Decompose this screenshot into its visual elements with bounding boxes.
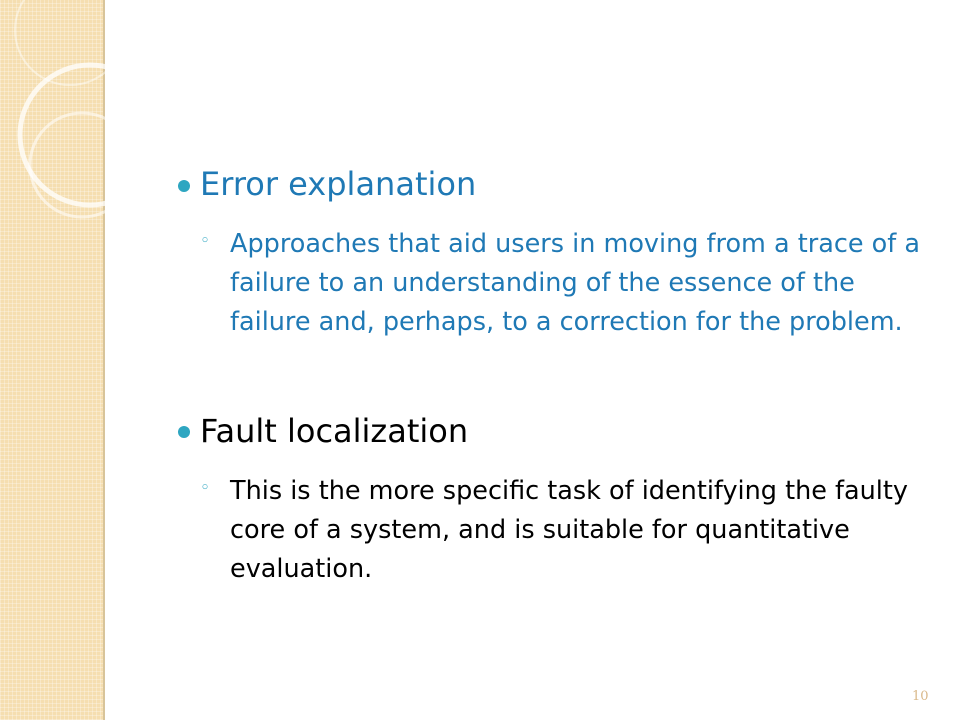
sub-bullet-text: This is the more specific task of identifying the faulty core of a system, and is suitable for quantitative evaluation. <box>230 476 908 584</box>
hollow-circle-bullet-icon: ◦ <box>200 231 211 251</box>
bullet-heading: Fault localization <box>200 412 469 450</box>
decorative-circles <box>0 0 140 260</box>
slide-page-number: 10 <box>912 689 929 704</box>
hollow-circle-bullet-icon: ◦ <box>200 478 211 498</box>
sub-bullet-text: Approaches that aid users in moving from a trace of a failure to an understanding of the essence of the failure and, perhaps, to a correction for the problem. <box>230 229 920 337</box>
bullet-heading: Error explanation <box>200 165 477 203</box>
bullet-dot-icon <box>178 426 190 438</box>
bullet-dot-icon <box>178 180 190 192</box>
